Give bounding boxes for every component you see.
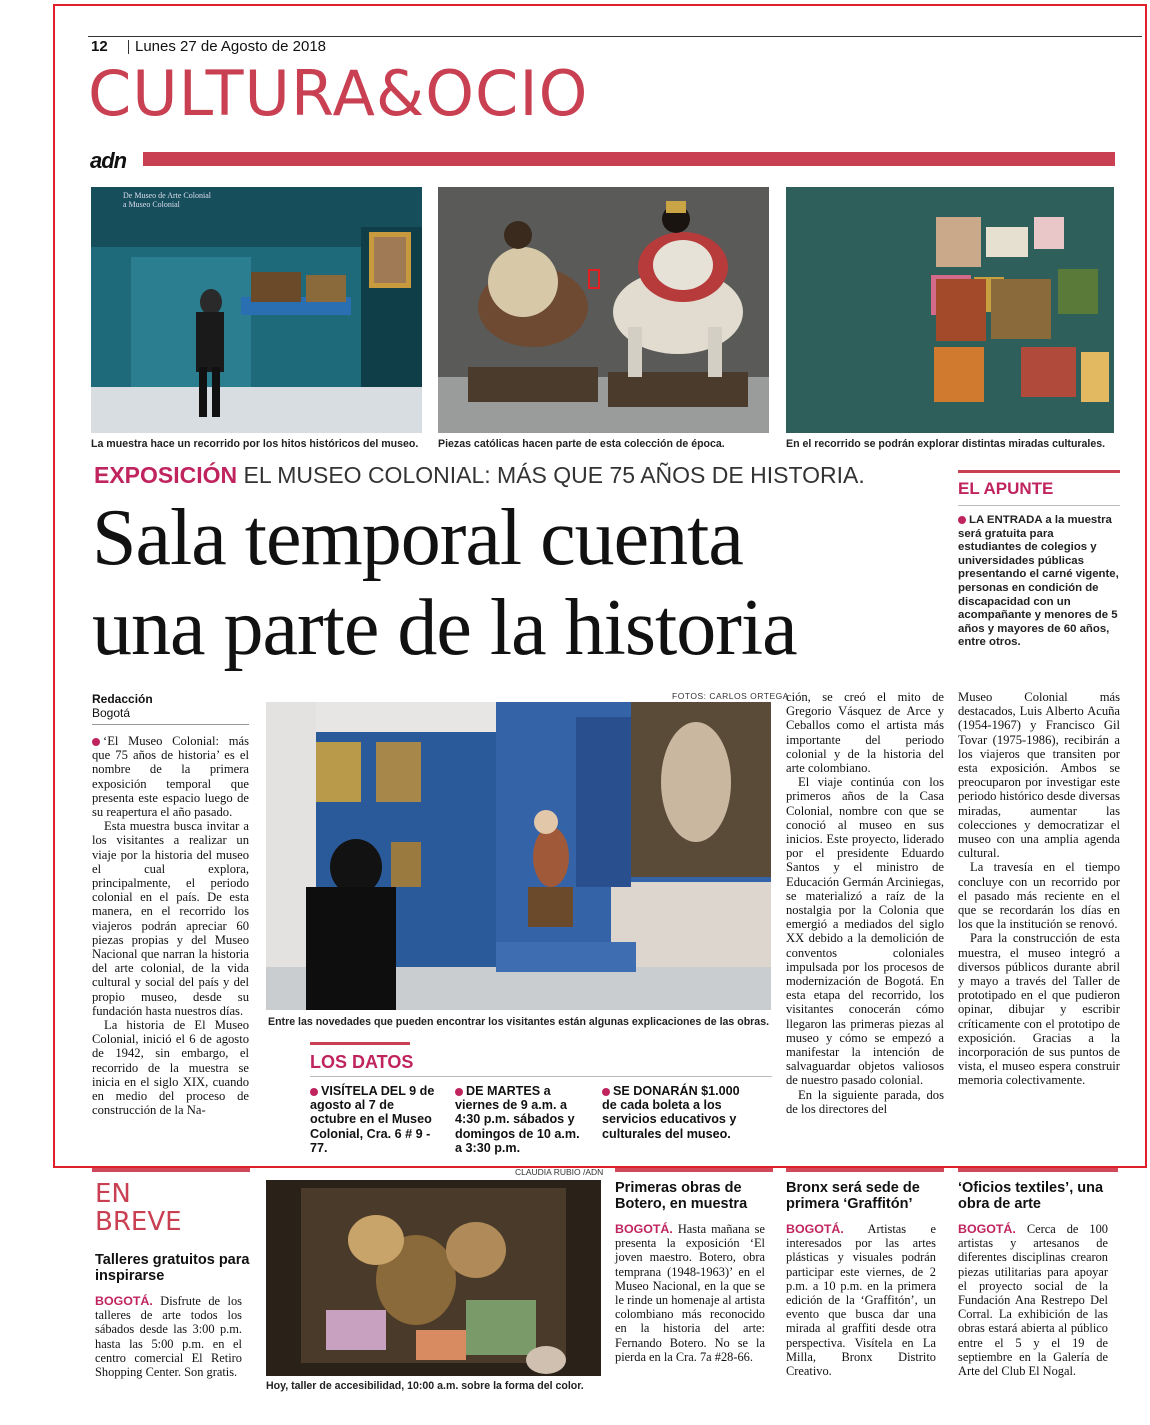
datos-rule — [310, 1042, 410, 1045]
datos-sep — [310, 1076, 772, 1077]
breve-bar-1 — [92, 1168, 250, 1172]
breve-photo-caption: Hoy, taller de accesibilidad, 10:00 a.m. sobre la forma del color. — [266, 1380, 584, 1392]
col1-para-2: Esta muestra busca invitar a los visitantes a realizar un viaje por la historia del museo el cual explora, principalmente, el periodo colonial en el país. De esta manera, en el recorrido los viajeros podrán apreciar 60 piezas propias y del Museo Nacional que narran la historia del arte colonial, de la vida cultural y social del país y del propio museo, desde su fundación hasta nuestros días. — [92, 819, 249, 1018]
kicker-tag: EXPOSICIÓN — [94, 462, 238, 488]
wall-text: De Museo de Arte Colonial a Museo Colonial — [123, 191, 211, 209]
brand-bar — [143, 152, 1115, 166]
bullet-icon — [310, 1088, 318, 1096]
header-divider — [128, 40, 129, 54]
apunte-body: a la muestra será gratuita para estudiantes de colegios y universidades públicas presentando el carné vigente, personas en condición de discapacidad con un acompañante y menores de 5 años y mayores de 60 años, entre otros. — [958, 514, 1119, 649]
apunte-box — [958, 470, 1120, 650]
apunte-lead: LA ENTRADA — [969, 514, 1043, 526]
byline-rule — [92, 724, 249, 725]
breve-city-4: BOGOTÁ. — [958, 1222, 1016, 1236]
breve-section-1: EN — [95, 1179, 131, 1209]
datos-item-3 — [602, 1084, 742, 1141]
caption-photo-3: En el recorrido se podrán explorar distintas miradas culturales. — [786, 438, 1106, 450]
col3-para-2: La travesía en el tiempo concluye con un recorrido por el pasado más reciente en el que se recordarán los días en los que la institución se renovó. — [958, 860, 1120, 932]
kicker — [94, 462, 865, 489]
photo-cultural-wall — [786, 187, 1114, 433]
datos-lead-2: DE MARTES — [466, 1084, 541, 1098]
header-rule — [88, 36, 1142, 37]
breve-bar-2 — [615, 1168, 773, 1172]
breve-body-1 — [95, 1294, 242, 1379]
breve-text-2: Hasta mañana se presenta la exposición ‘El joven maestro. Botero, obra temprana (1948-1963)’ en el Museo Nacional, en la que se le rinde un homenaje al artista colombiano más reconocido en la historia del arte: Fernando Botero. No se la pierda en la Cra. 7a #28-66. — [615, 1222, 765, 1364]
datos-lead-3: SE DONARÁN — [613, 1084, 698, 1098]
photo-main-exhibit — [266, 702, 771, 1010]
article-col-2 — [786, 690, 944, 1116]
apunte-text — [958, 514, 1120, 650]
kicker-text: EL MUSEO COLONIAL: MÁS QUE 75 AÑOS DE HISTORIA. — [243, 462, 865, 488]
apunte-rule — [958, 470, 1120, 473]
col2-para-3: En la siguiente parada, dos de los directores del — [786, 1087, 944, 1116]
breve-body-3 — [786, 1222, 936, 1378]
datos-lead-1: VISÍTELA DEL — [321, 1084, 406, 1098]
breve-text-4: Cerca de 100 artistas y artesanos de diferentes disciplinas crearon piezas utilitarias para apoyar el proyecto social de la Fundación Ana Restrepo Del Corral. La exhibición de las obras estará abierta al público entre el 5 y el 19 de septiembre en la Galería de Arte del Club El Nogal. — [958, 1222, 1108, 1379]
bullet-icon — [958, 516, 966, 524]
photo-credit: FOTOS: CARLOS ORTEGA — [672, 691, 789, 701]
page-number: 12 — [91, 38, 108, 55]
breve-text-3: Artistas e interesados por las artes plásticas y visuales podrán participar este viernes, de 2 p.m. a 10 p.m. en la primera edición de la ‘Graffitón’, un evento que busca dar una mirada al graffiti desde otra perspectiva. Visítela en La Milla, Bronx Distrito Creativo. — [786, 1222, 936, 1379]
breve-section-2: BREVE — [95, 1207, 182, 1237]
byline-city: Bogotá — [92, 706, 131, 720]
datos-text-1: 9 de agosto al 7 de octubre en el Museo Colonial, Cra. 6 # 9 - 77. — [310, 1084, 435, 1155]
breve-city-3: BOGOTÁ. — [786, 1222, 844, 1236]
col2-para-2: El viaje continúa con los primeros años de la Casa Colonial, nombre con que se conoció al museo en sus inicios. Este proyecto, liderado por el presidente Eduardo Santos y el ministro de Educación Germán Arciniegas, se materializó a raíz de la nostalgia por la Colonia que emergió a mediados del siglo XX debido a la demolición de conventos coloniales impulsada por los procesos de modernización de Bogotá. En esta etapa del recorrido, los visitantes conocerán cómo llegaron las primeras piezas al museo y cómo se empezó a manifestar la intención de salvaguardar objetos valiosos de nuestro pasado colonial. — [786, 775, 944, 1088]
col3-para-3: Para la construcción de esta muestra, el museo integró a diversos públicos durante abril y mayo a través del Taller de prototipado en el que pudieron opinar, dibujar y escribir críticamente con el prototipo de exposición. Gracias a la incorporación de sus puntos de vista, el museo espera construir memoria colectivamente. — [958, 931, 1120, 1088]
bullet-icon — [455, 1088, 463, 1096]
breve-title-3: Bronx será sede de primera ‘Graffitón’ — [786, 1180, 920, 1212]
article-col-1 — [92, 734, 249, 1117]
photo-museum-hall — [91, 187, 422, 433]
breve-body-2 — [615, 1222, 765, 1364]
bullet-icon — [92, 738, 100, 746]
breve-body-4 — [958, 1222, 1108, 1378]
col1-para-1: ‘El Museo Colonial: más que 75 años de historia’ es el nombre de la primera exposición temporal que presenta este espacio luego de su reapertura el año pasado. — [92, 734, 249, 820]
caption-main: Entre las novedades que pueden encontrar los visitantes están algunas explicaciones de las obras. — [268, 1016, 770, 1028]
page-date: Lunes 27 de Agosto de 2018 — [135, 38, 327, 55]
caption-photo-2: Piezas católicas hacen parte de esta colección de época. — [438, 438, 725, 450]
col2-para-1: ción, se creó el mito de Gregorio Vásquez de Arce y Ceballos como el artista más importante del periodo colonial y de la historia del arte colombiano. — [786, 690, 944, 776]
breve-photo-credit: CLAUDIA RUBIO /ADN — [515, 1167, 604, 1177]
apunte-title: EL APUNTE — [958, 479, 1120, 506]
col1-para-3: La historia de El Museo Colonial, inició el 6 de agosto de 1942, sin embargo, el recorrido de la muestra se inicia en el siglo XIX, cuando en medio del proceso de construcción de la Na- — [92, 1018, 249, 1118]
col3-para-1: Museo Colonial más destacados, Luis Alberto Acuña (1954-1967) y Francisco Gil Tovar (1975-1986), recibirán a los viajeros que transiten por esta exposición. Ambos se preocuparon por investigar este periodo histórico desde diversas miradas, aumentar las colecciones y democratizar el museo con una amplia agenda cultural. — [958, 690, 1120, 861]
breve-title-4: ‘Oficios textiles’, una obra de arte — [958, 1180, 1104, 1212]
photo-catholic-pieces — [438, 187, 769, 433]
datos-item-2 — [455, 1084, 590, 1155]
breve-city-1: BOGOTÁ. — [95, 1294, 153, 1308]
headline-line-2: una parte de la historia — [92, 584, 797, 672]
datos-text-2: a viernes de 9 a.m. a 4:30 p.m. sábados y domingos de 10 a.m. a 3:30 p.m. — [455, 1084, 580, 1155]
section-title: CULTURA&OCIO — [88, 57, 589, 130]
breve-bar-3 — [786, 1168, 944, 1172]
article-col-3 — [958, 690, 1120, 1088]
datos-title: LOS DATOS — [310, 1052, 414, 1072]
caption-photo-1: La muestra hace un recorrido por los hitos históricos del museo. — [91, 438, 419, 450]
breve-city-2: BOGOTÁ. — [615, 1222, 673, 1236]
headline-line-1: Sala temporal cuenta — [92, 494, 743, 582]
datos-item-1 — [310, 1084, 438, 1155]
breve-bar-4 — [958, 1168, 1118, 1172]
byline-name: Redacción — [92, 692, 153, 706]
breve-title-1: Talleres gratuitos para inspirarse — [95, 1252, 250, 1284]
photo-workshop — [266, 1180, 601, 1376]
breve-title-2: Primeras obras de Botero, en muestra — [615, 1180, 748, 1212]
brand-logo: adn — [90, 148, 127, 173]
breve-text-1: Disfrute de los talleres de arte todos los sábados desde las 3:00 p.m. hasta las 5:00 p.m. en el centro comercial El Retiro Shopping Center. Son gratis. — [95, 1294, 242, 1380]
bullet-icon — [602, 1088, 610, 1096]
datos-text-3: $1.000 de cada boleta a los servicios educativos y culturales del museo. — [602, 1084, 740, 1141]
